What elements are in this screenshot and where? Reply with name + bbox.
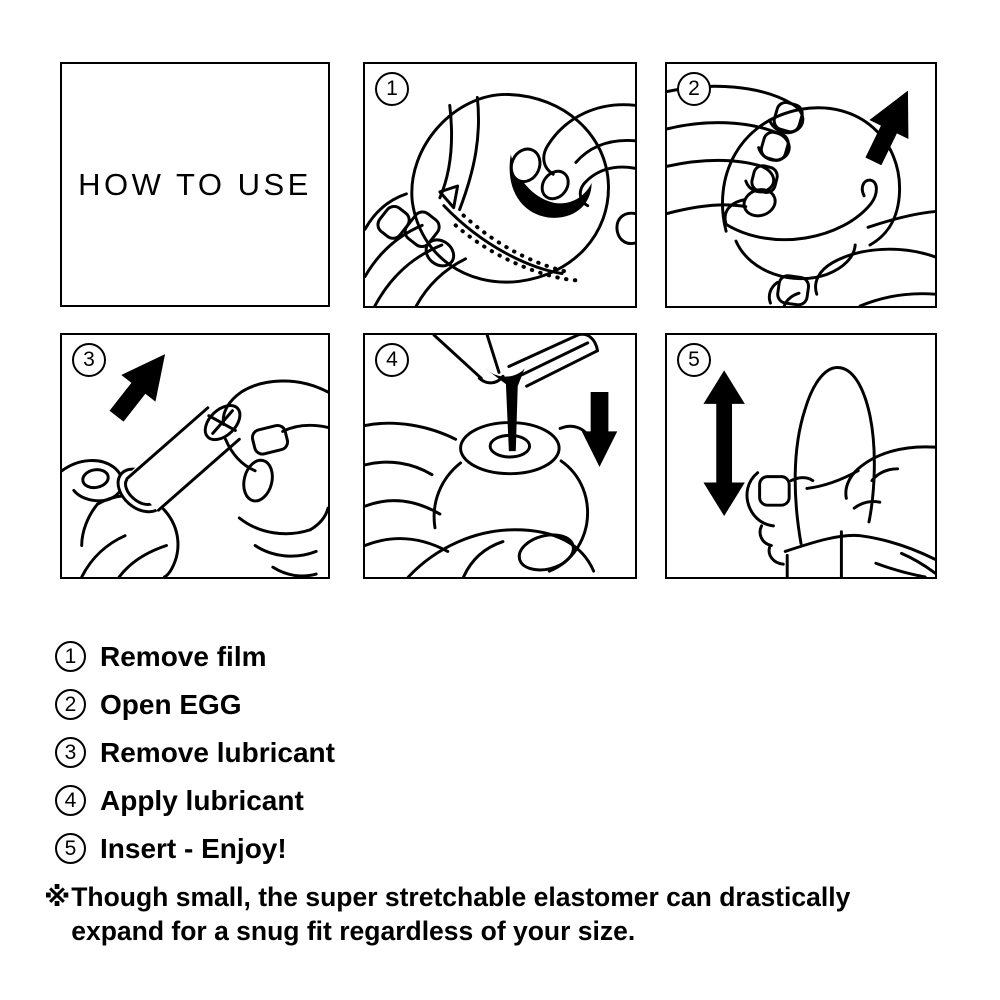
- panel-step-4: [363, 333, 637, 579]
- step-3-label: Remove lubricant: [100, 736, 335, 768]
- step-number-badge: 3: [72, 343, 106, 377]
- step-number-badge: 1: [375, 72, 409, 106]
- instruction-list: [55, 641, 335, 881]
- remove-film-illustration: [365, 64, 635, 306]
- panel-step-2: [665, 62, 937, 308]
- up-arrow-icon: [854, 81, 928, 171]
- step-number-badge: 4: [375, 343, 409, 377]
- step-1-label: Remove film: [100, 640, 267, 672]
- list-item: [55, 833, 335, 864]
- step-2-marker: 2: [55, 689, 86, 720]
- step-4-label: Apply lubricant: [100, 784, 304, 816]
- open-egg-illustration: [667, 64, 935, 306]
- panel-step-3: [60, 333, 330, 579]
- step-number-badge: 5: [677, 343, 711, 377]
- footnote: [44, 880, 850, 948]
- step-number-badge: 2: [677, 72, 711, 106]
- footnote-line-1: Though small, the super stretchable elastomer can drastically: [71, 882, 851, 912]
- step-2-label: Open EGG: [100, 688, 242, 720]
- remove-lubricant-illustration: [62, 335, 328, 577]
- up-arrow-icon: [99, 341, 182, 430]
- panel-step-1: [363, 62, 637, 308]
- step-4-marker: 4: [55, 785, 86, 816]
- list-item: [55, 689, 335, 720]
- footnote-line-2: expand for a snug fit regardless of your size.: [71, 916, 636, 946]
- footnote-text: [71, 880, 850, 948]
- page-title: HOW TO USE: [78, 166, 312, 202]
- panel-how-to-use: [60, 62, 330, 307]
- up-down-arrow-icon: [703, 370, 744, 516]
- list-item: [55, 641, 335, 672]
- step-3-marker: 3: [55, 737, 86, 768]
- down-arrow-icon: [582, 392, 617, 467]
- panel-step-5: [665, 333, 937, 579]
- insert-enjoy-illustration: [667, 335, 935, 577]
- step-5-label: Insert - Enjoy!: [100, 832, 287, 864]
- list-item: [55, 785, 335, 816]
- step-5-marker: 5: [55, 833, 86, 864]
- list-item: [55, 737, 335, 768]
- reference-mark-icon: ※: [44, 882, 71, 912]
- apply-lubricant-illustration: [365, 335, 635, 577]
- step-1-marker: 1: [55, 641, 86, 672]
